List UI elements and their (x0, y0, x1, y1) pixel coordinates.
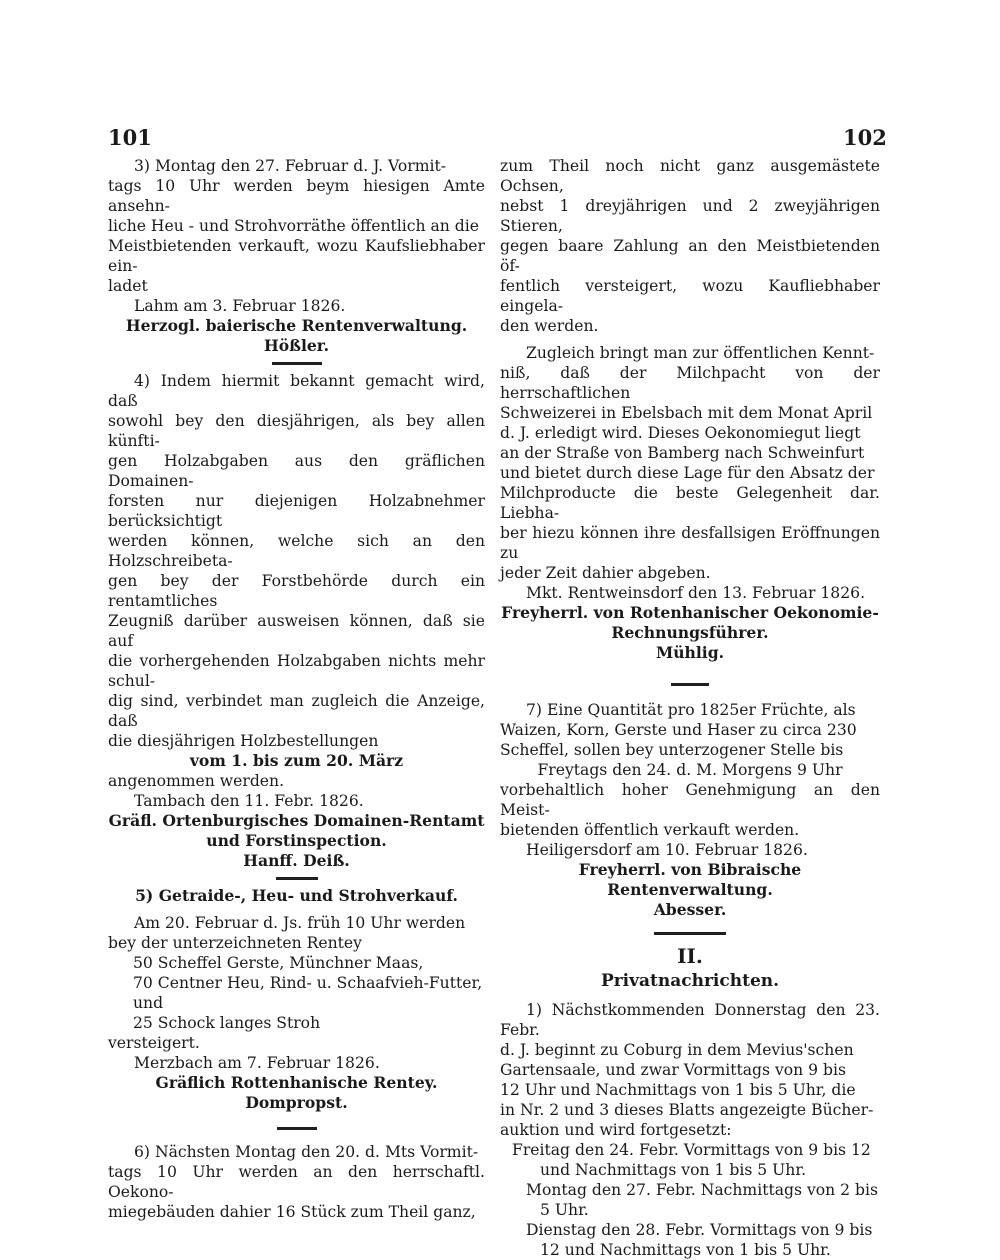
text-line: vorbehaltlich hoher Genehmigung an den Meist- (500, 781, 880, 819)
notice-6-continuation (500, 156, 880, 336)
divider (276, 877, 318, 880)
text-line: ladet (108, 277, 148, 295)
text-line: die vorhergehenden Holzabgaben nichts mehr schul- (108, 652, 485, 690)
notice-6-signature: Mühlig. (655, 643, 725, 662)
divider (272, 362, 322, 365)
text-line: 4) Indem hiermit bekannt gemacht wird, daß (108, 372, 485, 410)
notice-4-text (108, 371, 485, 751)
text-line: Scheffel, sollen bey unterzogener Stelle bis (500, 741, 844, 759)
text-line: nebst 1 dreyjährigen und 2 zweyjährigen Stieren, (500, 197, 880, 235)
text-line: werden können, welche sich an den Holzschreibeta- (108, 532, 485, 570)
notice-7-authority: Freyherrl. von Bibraische Rentenverwaltung. (578, 860, 802, 899)
notice-7-signature: Abesser. (653, 900, 727, 919)
notice-4-authority: Gräfl. Ortenburgisches Domainen-Rentamt (108, 811, 485, 830)
text-line: tags 10 Uhr werden an den herrschaftl. Oekono- (108, 1163, 485, 1201)
schedule-line: Freitag den 24. Febr. Vormittags von 9 bis 12 (512, 1141, 871, 1159)
schedule-line: Dienstag den 28. Febr. Vormittags von 9 bis (526, 1221, 873, 1239)
text-line: liche Heu - und Strohvorräthe öffentlich an die (108, 217, 479, 235)
schedule-entry (500, 1180, 880, 1220)
notice-4-place-date: Tambach den 11. Febr. 1826. (134, 792, 364, 810)
notice-7-date: Freytags den 24. d. M. Morgens 9 Uhr (537, 761, 843, 779)
text-line: forsten nur diejenigen Holzabnehmer berücksichtigt (108, 492, 485, 530)
text-line: Milchproducte die beste Gelegenheit dar. Liebha- (500, 484, 880, 522)
text-line: jeder Zeit dahier abgeben. (500, 564, 711, 582)
notice-5-intro: Am 20. Februar d. Js. früh 10 Uhr werden (134, 914, 466, 932)
text-line: Schweizerei in Ebelsbach mit dem Monat April (500, 404, 873, 422)
text-line: miegebäuden dahier 16 Stück zum Theil ganz, (108, 1203, 476, 1221)
notice-5-place-date: Merzbach am 7. Februar 1826. (134, 1054, 380, 1072)
notice-6-place-date: Mkt. Rentweinsdorf den 13. Februar 1826. (526, 584, 866, 602)
text-line: Zugleich bringt man zur öffentlichen Kennt- (526, 344, 875, 362)
notice-4-signature: Hanff. Deiß. (243, 851, 350, 870)
auction-schedule (500, 1140, 880, 1260)
section-title: Privatnachrichten. (600, 971, 780, 991)
text-line: niß, daß der Milchpacht von der herrschaftlichen (500, 364, 880, 402)
right-column (500, 156, 880, 1260)
text-line: Zeugniß darüber ausweisen können, daß sie auf (108, 612, 485, 650)
text-line: den werden. (500, 317, 599, 335)
left-column (108, 156, 485, 1222)
schedule-entry (500, 1140, 880, 1180)
text-line: Waizen, Korn, Gerste und Haser zu circa 230 (500, 721, 857, 739)
notice-3-signature: Hößler. (263, 336, 330, 355)
schedule-line: 12 und Nachmittags von 1 bis 5 Uhr. (540, 1241, 831, 1259)
notice-5-sold: versteigert. (108, 1034, 200, 1052)
schedule-line: 5 Uhr. (540, 1201, 589, 1219)
notice-3-text (108, 156, 485, 296)
notice-5-intro-2: bey der unterzeichneten Rentey (108, 934, 362, 952)
notice-7-text (500, 700, 880, 760)
text-line: und bietet durch diese Lage für den Absatz der (500, 464, 875, 482)
text-line: d. J. erledigt wird. Dieses Oekonomiegut liegt (500, 424, 861, 442)
text-line: an der Straße von Bamberg nach Schweinfurt (500, 444, 865, 462)
private-notice-1-text (500, 1000, 880, 1140)
list-item: 50 Scheffel Gerste, Münchner Maas, (133, 954, 424, 972)
text-line: ber hiezu können ihre desfallsigen Eröffnungen zu (500, 524, 880, 562)
text-line: fentlich versteigert, wozu Kaufliebhaber eingela- (500, 277, 880, 315)
page-number-right: 102 (843, 125, 887, 150)
text-line: bietenden öffentlich verkauft werden. (500, 821, 800, 839)
notice-6-authority: Freyherrl. von Rotenhanischer Oekonomie- (501, 603, 879, 622)
text-line: tags 10 Uhr werden beym hiesigen Amte ansehn- (108, 177, 485, 215)
notice-5-signature: Dompropst. (245, 1093, 348, 1112)
notice-7-text-2 (500, 780, 880, 840)
text-line: Meistbietenden verkauft, wozu Kaufsliebhaber ein- (108, 237, 485, 275)
text-line: sowohl bey den diesjährigen, als bey allen künfti- (108, 412, 485, 450)
notice-5-authority: Gräflich Rottenhanische Rentey. (155, 1073, 438, 1092)
section-number: II. (677, 944, 703, 968)
schedule-entry (500, 1220, 880, 1260)
divider (654, 932, 726, 935)
notice-5-items (108, 953, 485, 1033)
notice-4-accepted: angenommen werden. (108, 772, 285, 790)
text-line: 7) Eine Quantität pro 1825er Früchte, als (526, 701, 856, 719)
text-line: gen Holzabgaben aus den gräflichen Domainen- (108, 452, 485, 490)
text-line: d. J. beginnt zu Coburg in dem Mevius'schen (500, 1041, 854, 1059)
notice-3-place-date: Lahm am 3. Februar 1826. (134, 297, 346, 315)
text-line: gegen baare Zahlung an den Meistbietenden öf- (500, 237, 880, 275)
notice-3-authority: Herzogl. baierische Rentenverwaltung. (125, 316, 468, 335)
notice-6-authority-2: Rechnungsführer. (611, 623, 769, 642)
page-number-left: 101 (108, 125, 152, 150)
notice-7-place-date: Heiligersdorf am 10. Februar 1826. (526, 841, 808, 859)
text-line: in Nr. 2 und 3 dieses Blatts angezeigte Bücher- (500, 1101, 874, 1119)
divider (671, 683, 709, 686)
notice-5-heading: 5) Getraide-, Heu- und Strohverkauf. (135, 886, 458, 905)
text-line: auktion und wird fortgesetzt: (500, 1121, 732, 1139)
text-line: zum Theil noch nicht ganz ausgemästete Ochsen, (500, 157, 880, 195)
schedule-line: Montag den 27. Febr. Nachmittags von 2 bis (526, 1181, 879, 1199)
divider (277, 1127, 317, 1130)
text-line: 1) Nächstkommenden Donnerstag den 23. Febr. (500, 1001, 880, 1039)
text-line: 12 Uhr und Nachmittags von 1 bis 5 Uhr, die (500, 1081, 856, 1099)
list-item: 25 Schock langes Stroh (133, 1014, 321, 1032)
text-line: Gartensaale, und zwar Vormittags von 9 bis (500, 1061, 847, 1079)
schedule-line: und Nachmittags von 1 bis 5 Uhr. (540, 1161, 807, 1179)
text-line: 3) Montag den 27. Februar d. J. Vormit- (134, 157, 447, 175)
notice-4-dates: vom 1. bis zum 20. März (189, 751, 404, 770)
text-line: dig sind, verbindet man zugleich die Anzeige, daß (108, 692, 485, 730)
text-line: die diesjährigen Holzbestellungen (108, 732, 379, 750)
list-item: 70 Centner Heu, Rind- u. Schaafvieh-Futter, und (133, 974, 483, 1012)
text-line: 6) Nächsten Montag den 20. d. Mts Vormit- (134, 1143, 479, 1161)
notice-4-authority-2: und Forstinspection. (206, 831, 387, 850)
notice-6-text (108, 1142, 485, 1222)
text-line: gen bey der Forstbehörde durch ein rentamtliches (108, 572, 485, 610)
lease-notice-text (500, 343, 880, 583)
